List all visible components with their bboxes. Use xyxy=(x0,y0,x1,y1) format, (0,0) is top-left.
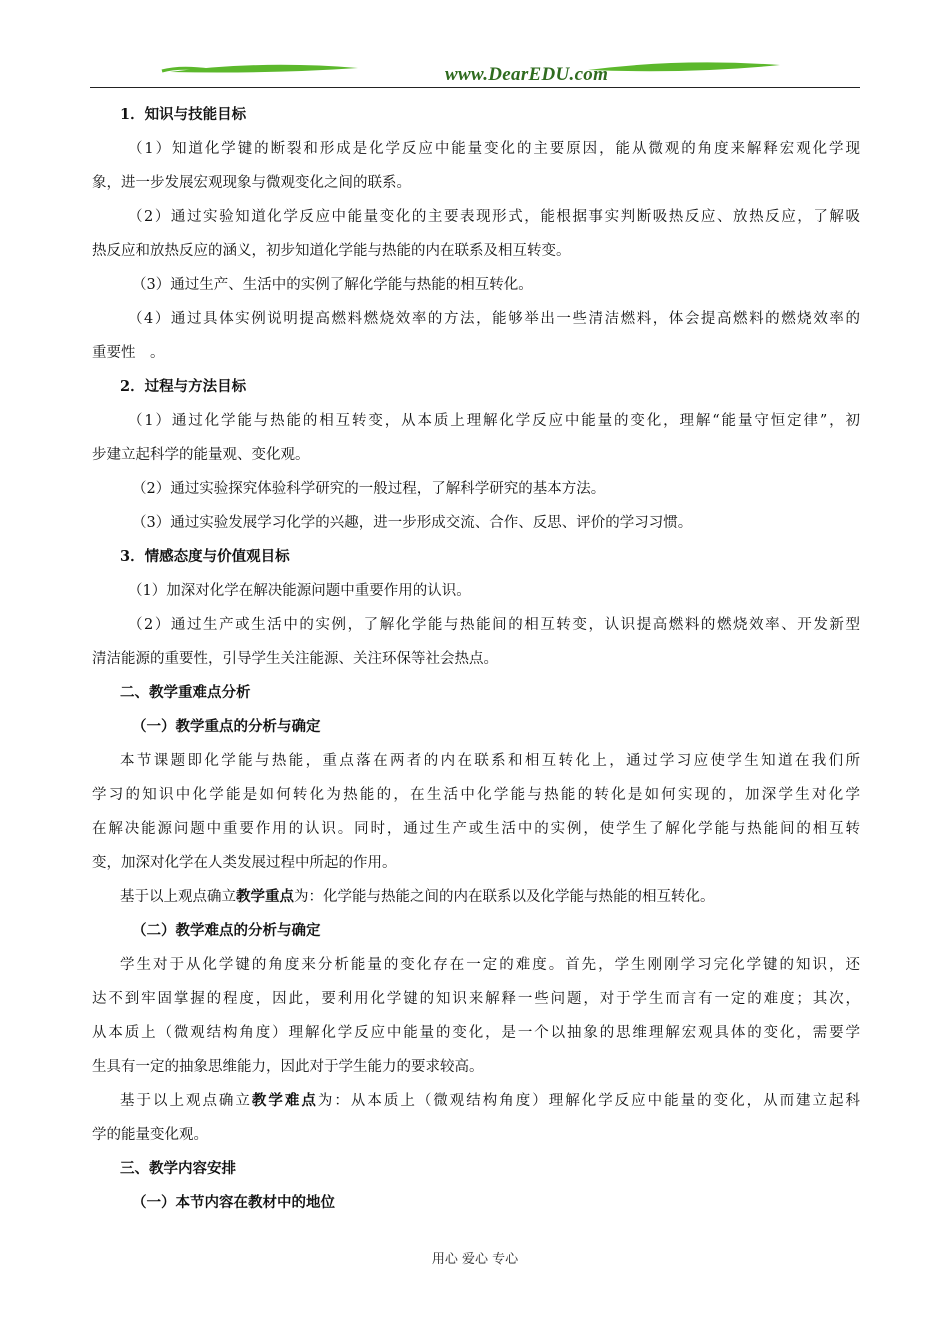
paragraph-line: （4）通过具体实例说明提高燃料燃烧效率的方法，能够举出一些清洁燃料，体会提高燃料的燃烧效率的 xyxy=(128,311,860,327)
paragraph-line: 在解决能源问题中重要作用的认识。同时，通过生产或生活中的实例，使学生了解化学能与热能间的相互转 xyxy=(92,821,860,837)
paragraph-line: 生具有一定的抽象思维能力，因此对于学生能力的要求较高。 xyxy=(92,1059,484,1075)
heading-knowledge-skills: 1．知识与技能目标 xyxy=(120,106,247,123)
paragraph-line: 学的能量变化观。 xyxy=(92,1127,208,1143)
paragraph-line: （2）通过实验探究体验科学研究的一般过程，了解科学研究的基本方法。 xyxy=(132,481,606,497)
paragraph-line: （2）通过生产或生活中的实例，了解化学能与热能间的相互转变，认识提高燃料的燃烧效率、开发新型 xyxy=(128,617,860,633)
paragraph-line: 热反应和放热反应的涵义，初步知道化学能与热能的内在联系及相互转变。 xyxy=(92,243,571,259)
heading-process-method: 2．过程与方法目标 xyxy=(120,378,247,395)
heading-emotion-values: 3．情感态度与价值观目标 xyxy=(120,548,290,565)
header-rule xyxy=(90,87,860,88)
text-run: 基于以上观点确立 xyxy=(120,889,236,905)
subsection-heading-content-position: （一）本节内容在教材中的地位 xyxy=(132,1194,335,1211)
paragraph-line: （1）知道化学键的断裂和形成是化学反应中能量变化的主要原因，能从微观的角度来解释宏观化学现 xyxy=(128,141,860,157)
paragraph-line: 象，进一步发展宏观现象与微观变化之间的联系。 xyxy=(92,175,411,191)
paragraph-line: 从本质上（微观结构角度）理解化学反应中能量的变化，是一个以抽象的思维理解宏观具体的变化，需要学 xyxy=(92,1025,860,1041)
text-run: 为：从本质上（微观结构角度）理解化学反应中能量的变化，从而建立起科 xyxy=(317,1093,861,1109)
subsection-heading-key-points: （一）教学重点的分析与确定 xyxy=(132,718,321,735)
paragraph-line: 本节课题即化学能与热能，重点落在两者的内在联系和相互转化上，通过学习应使学生知道在我们所 xyxy=(120,753,860,769)
paragraph-line: 学习的知识中化学能是如何转化为热能的，在生活中化学能与热能的转化是如何实现的，加深学生对化学 xyxy=(92,787,860,803)
paragraph-line: （1）加深对化学在解决能源问题中重要作用的认识。 xyxy=(128,583,471,599)
site-logo[interactable]: www.DearEDU.com xyxy=(445,64,609,85)
bold-term-key-point: 教学重点 xyxy=(236,888,294,905)
text-run: 为：化学能与热能之间的内在联系以及化学能与热能的相互转化。 xyxy=(294,889,715,905)
paragraph-line: 重要性 。 xyxy=(92,345,165,361)
document-body xyxy=(92,98,860,1220)
paragraph-line: 学生对于从化学键的角度来分析能量的变化存在一定的难度。首先，学生刚刚学习完化学键的知识，还 xyxy=(120,957,860,973)
section-heading-key-difficult: 二、教学重难点分析 xyxy=(120,684,251,701)
subsection-heading-difficult-points: （二）教学难点的分析与确定 xyxy=(132,922,321,939)
paragraph-line: （3）通过实验发展学习化学的兴趣，进一步形成交流、合作、反思、评价的学习习惯。 xyxy=(132,515,693,531)
paragraph-line: （3）通过生产、生活中的实例了解化学能与热能的相互转化。 xyxy=(132,277,533,293)
paragraph-line xyxy=(92,1084,860,1118)
paragraph-line: 清洁能源的重要性，引导学生关注能源、关注环保等社会热点。 xyxy=(92,651,498,667)
page-header xyxy=(90,52,860,92)
page-footer: 用心 爱心 专心 xyxy=(431,1252,519,1267)
bold-term-difficult-point: 教学难点 xyxy=(251,1092,318,1109)
paragraph-line: 步建立起科学的能量观、变化观。 xyxy=(92,447,310,463)
text-run: 基于以上观点确立 xyxy=(120,1093,252,1109)
paragraph-line xyxy=(92,880,860,914)
section-heading-content-arrangement: 三、教学内容安排 xyxy=(120,1160,236,1177)
paragraph-line: （2）通过实验知道化学反应中能量变化的主要表现形式，能根据事实判断吸热反应、放热反应，了解吸 xyxy=(128,209,860,225)
paragraph-line: 达不到牢固掌握的程度，因此，要利用化学键的知识来解释一些问题，对于学生而言有一定的难度；其次， xyxy=(92,991,860,1007)
paragraph-line: （1）通过化学能与热能的相互转变，从本质上理解化学反应中能量的变化，理解“能量守恒定律”，初 xyxy=(128,413,860,429)
paragraph-line: 变，加深对化学在人类发展过程中所起的作用。 xyxy=(92,855,397,871)
